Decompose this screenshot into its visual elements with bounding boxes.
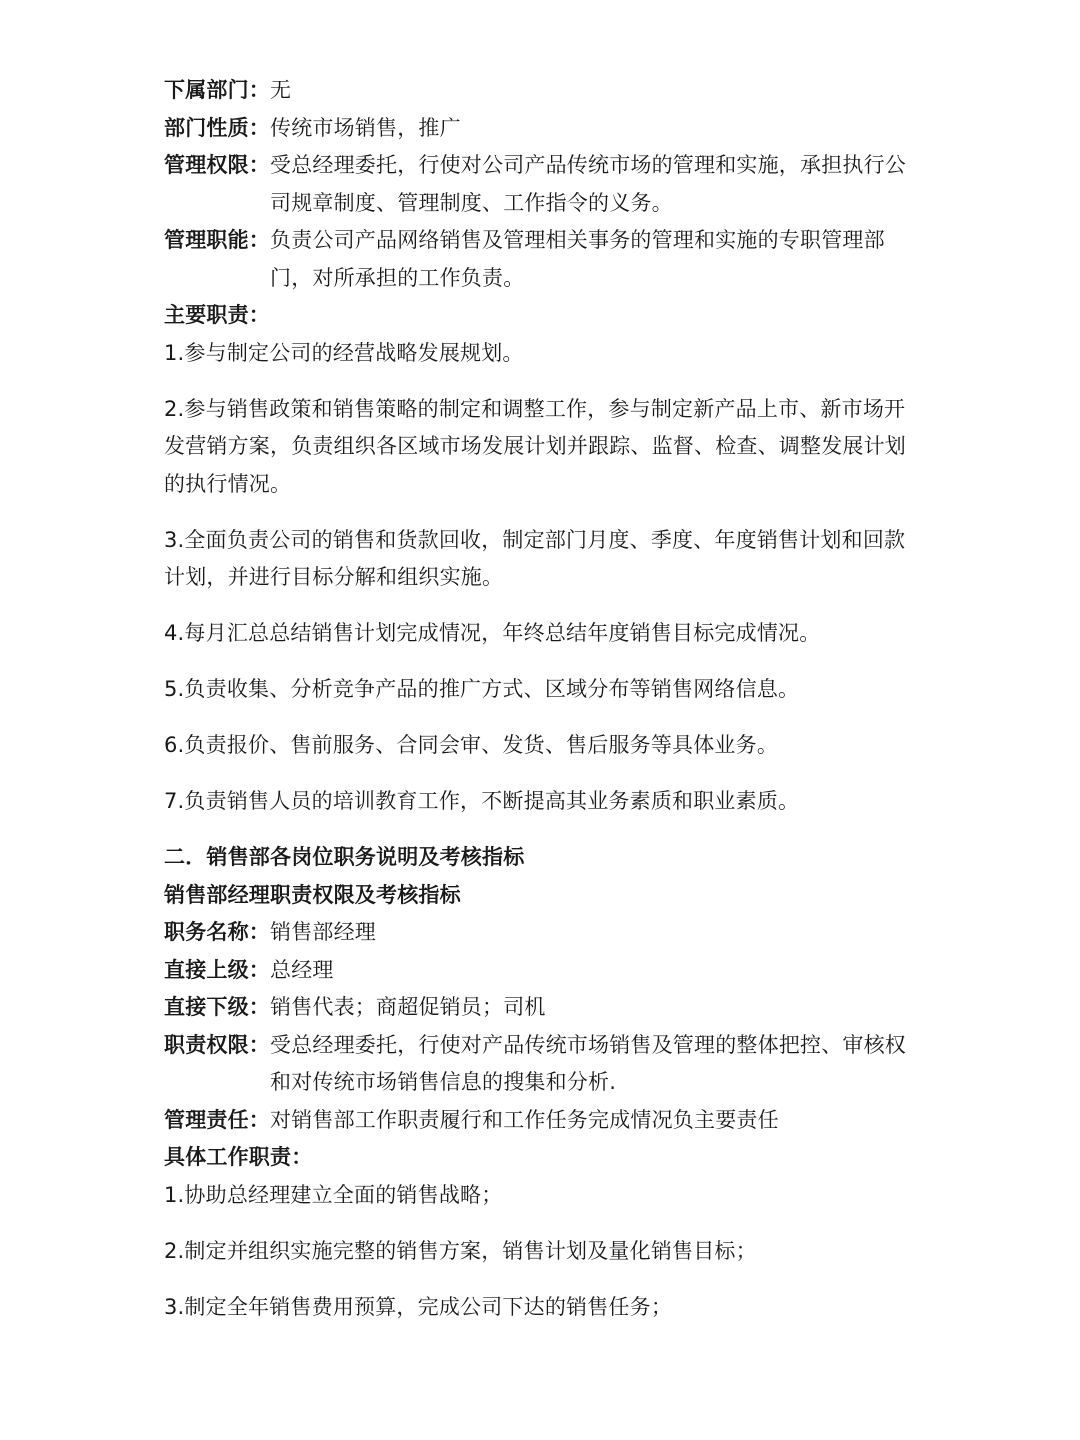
- duty-item: 2.制定并组织实施完整的销售方案，销售计划及量化销售目标；: [164, 1238, 757, 1263]
- field-label: 直接上级：: [164, 957, 270, 982]
- field-direct-subordinates: [164, 989, 924, 1027]
- field-responsibility-authority: [164, 1027, 924, 1102]
- field-job-title: [164, 914, 924, 952]
- specific-duties-heading: 具体工作职责：: [164, 1145, 313, 1169]
- field-management-authority: [164, 147, 924, 222]
- field-direct-superior: [164, 952, 924, 990]
- field-value: 对销售部工作职责履行和工作任务完成情况负主要责任: [270, 1107, 779, 1132]
- field-value: 传统市场销售，推广: [270, 115, 461, 140]
- section-heading: 二．销售部各岗位职务说明及考核指标: [164, 845, 525, 869]
- field-value: 总经理: [270, 957, 334, 982]
- field-value: 销售代表；商超促销员；司机: [270, 995, 546, 1019]
- field-value: 负责公司产品网络销售及管理相关事务的管理和实施的专职管理部门，对所承担的工作负责。: [270, 228, 885, 290]
- field-value: 受总经理委托，行使对产品传统市场销售及管理的整体把控、审核权和对传统市场销售信息的搜集和分析.: [270, 1032, 906, 1094]
- field-label: 下属部门：: [164, 78, 270, 102]
- duty-item: 7.负责销售人员的培训教育工作，不断提高其业务素质和职业素质。: [164, 789, 800, 813]
- field-label: 管理职能：: [164, 228, 270, 252]
- duty-item: 3.制定全年销售费用预算，完成公司下达的销售任务；: [164, 1294, 673, 1319]
- field-label: 部门性质：: [164, 115, 270, 140]
- duty-item: 1.参与制定公司的经营战略发展规划。: [164, 340, 524, 365]
- duty-item: 6.负责报价、售前服务、合同会审、发货、售后服务等具体业务。: [164, 733, 779, 757]
- duty-item: 5.负责收集、分析竞争产品的推广方式、区域分布等销售网络信息。: [164, 677, 800, 701]
- field-label: 管理权限：: [164, 153, 270, 177]
- field-label: 管理责任：: [164, 1107, 270, 1132]
- duty-item: 3.全面负责公司的销售和货款回收，制定部门月度、季度、年度销售计划和回款计划，并进行目标分解和组织实施。: [164, 527, 906, 589]
- section-subheading: 销售部经理职责权限及考核指标: [164, 882, 461, 907]
- duty-item: 4.每月汇总总结销售计划完成情况，年终总结年度销售目标完成情况。: [164, 621, 821, 645]
- duty-item: 1.协助总经理建立全面的销售战略；: [164, 1182, 503, 1207]
- field-value: 销售部经理: [270, 920, 376, 944]
- field-label: 职责权限：: [164, 1032, 270, 1057]
- field-management-function: [164, 222, 924, 297]
- document-content: [164, 72, 924, 1326]
- field-subordinate-dept: [164, 72, 924, 110]
- duty-item: 2.参与销售政策和销售策略的制定和调整工作，参与制定新产品上市、新市场开发营销方案，负责组织各区域市场发展计划并跟踪、监督、检查、调整发展计划的执行情况。: [164, 396, 906, 496]
- field-management-responsibility: [164, 1102, 924, 1140]
- field-value: 受总经理委托，行使对公司产品传统市场的管理和实施，承担执行公司规章制度、管理制度、工作指令的义务。: [270, 153, 906, 215]
- main-duties-heading: 主要职责：: [164, 303, 270, 327]
- field-label: 直接下级：: [164, 995, 270, 1019]
- field-label: 职务名称：: [164, 920, 270, 944]
- field-value: 无: [270, 78, 292, 102]
- field-dept-nature: [164, 110, 924, 148]
